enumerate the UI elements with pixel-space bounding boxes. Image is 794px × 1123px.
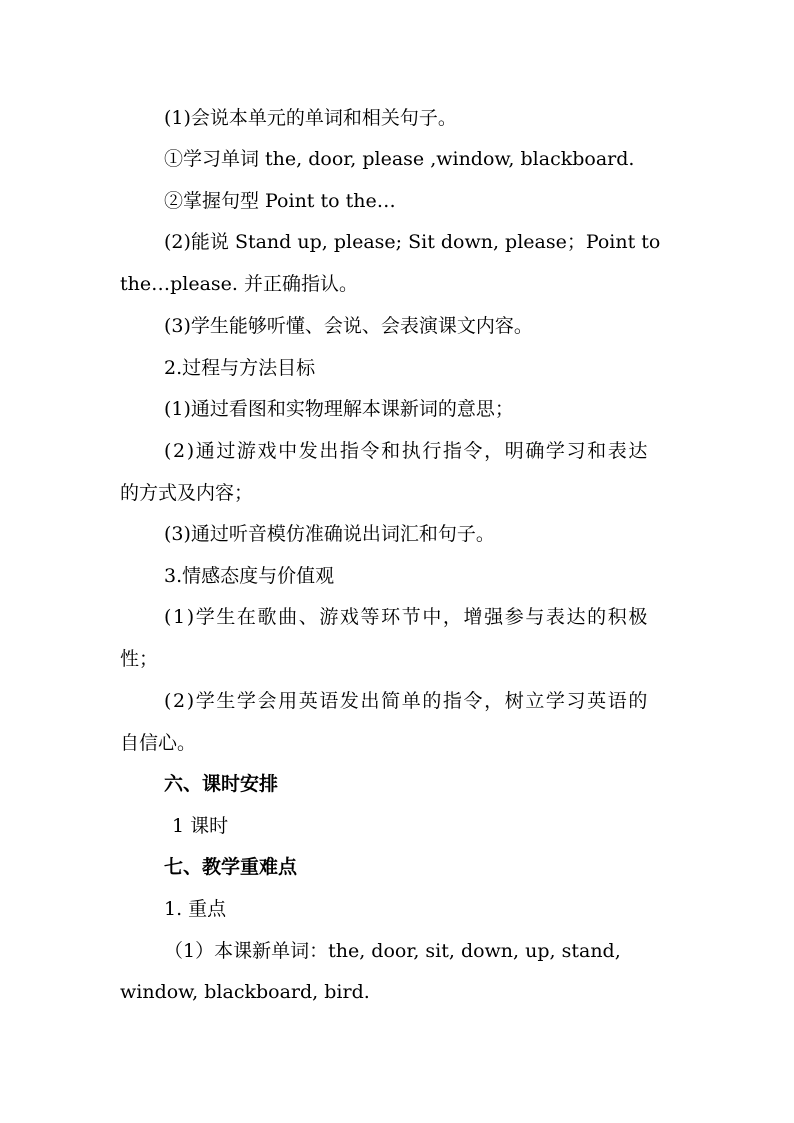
section-heading: 六、课时安排 [164,773,279,795]
text-line: (1)会说本单元的单词和相关句子。 [164,107,457,129]
section-subheading: 1. 重点 [164,898,227,920]
text-line: (3)学生能够听懂、会说、会表演课文内容。 [164,315,533,337]
text-line: 性； [120,648,159,670]
text-line: 的方式及内容； [120,482,254,504]
text-line: (2)能说 Stand up, please; Sit down, please；Point to [164,231,661,253]
text-line: window, blackboard, bird. [120,981,370,1003]
text-line: 自信心。 [120,732,197,754]
text-line: （1）本课新单词：the, door, sit, down, up, stand, [164,940,621,962]
text-line: ②掌握句型 Point to the… [164,190,396,212]
text-line: ①学习单词 the, door, please ,window, blackboard. [164,148,635,170]
text-line: (1)通过看图和实物理解本课新词的意思； [164,398,514,420]
section-subheading: 2.过程与方法目标 [164,357,316,379]
text-line: (1)学生在歌曲、游戏等环节中，增强参与表达的积极 [164,606,649,628]
section-heading: 七、教学重难点 [164,856,298,878]
text-line: (2)学生学会用英语发出简单的指令，树立学习英语的 [164,690,649,712]
section-subheading: 3.情感态度与价值观 [164,565,335,587]
text-line: (3)通过听音模仿准确说出词汇和句子。 [164,523,495,545]
text-line: (2)通过游戏中发出指令和执行指令，明确学习和表达 [164,440,649,462]
text-line: the…please. 并正确指认。 [120,273,359,295]
text-line: 1 课时 [172,815,229,837]
